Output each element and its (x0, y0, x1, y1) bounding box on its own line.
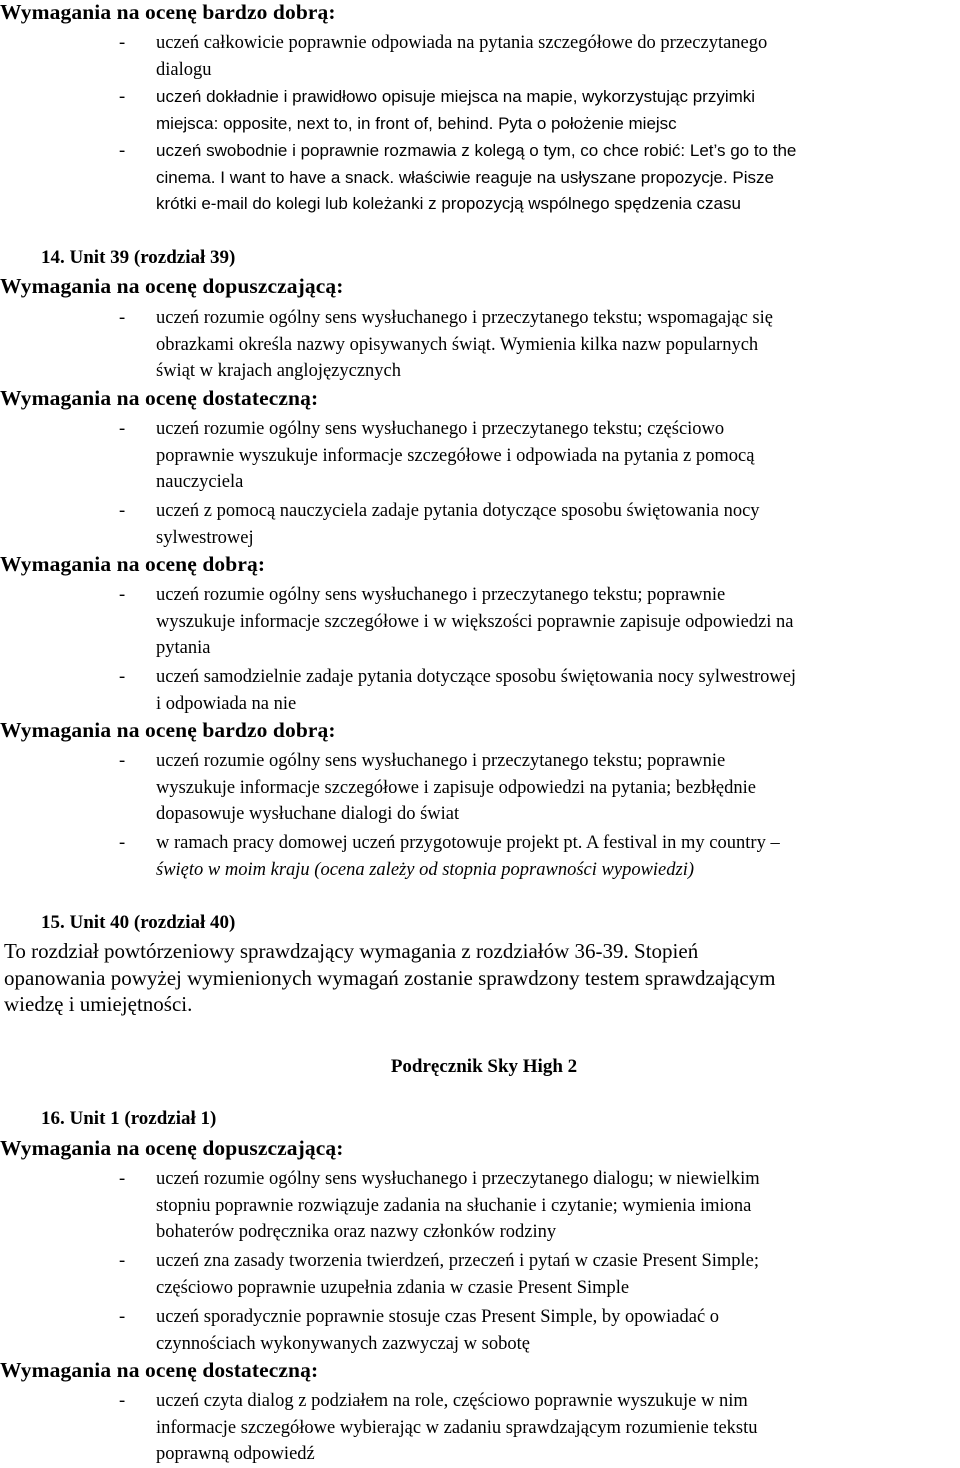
item-line: miejsca: opposite, next to, in front of, behind. Pyta o położenie miejsc (156, 113, 677, 133)
unit-title: 16. Unit 1 (rozdział 1) (41, 1108, 217, 1129)
item-line: święto w moim kraju (ocena zależy od stopnia poprawności wypowiedzi) (156, 859, 695, 880)
bullet-dash: - (119, 33, 126, 53)
paragraph (4, 938, 956, 1018)
item-line: stopniu poprawnie rozwiązuje zadania na słuchanie i czytanie; wymienia imiona (156, 1195, 752, 1216)
bullet-dash: - (119, 751, 126, 771)
item-line: uczeń z pomocą nauczyciela zadaje pytania dotyczące sposobu świętowania nocy (156, 501, 760, 521)
bullet-dash: - (119, 501, 126, 521)
item-line: pytania (156, 638, 211, 659)
grade-heading: Wymagania na ocenę bardzo dobrą: (0, 718, 336, 742)
item-line: uczeń samodzielnie zadaje pytania dotyczące sposobu świętowania nocy sylwestrowej (156, 667, 797, 687)
list-item (0, 582, 960, 662)
bullet-dash: - (119, 141, 126, 161)
paragraph-line: To rozdział powtórzeniowy sprawdzający wymagania z rozdziałów 36-39. Stopień (4, 939, 699, 963)
item-line: częściowo poprawnie uzupełnia zdania w czasie Present Simple (156, 1277, 630, 1298)
item-line: nauczyciela (156, 472, 244, 493)
grade-heading: Wymagania na ocenę dopuszczającą: (0, 274, 344, 298)
item-line: wyszukuje informacje szczegółowe i w większości poprawnie zapisuje odpowiedzi na (156, 611, 794, 632)
bullet-dash: - (119, 585, 126, 605)
item-line: dopasowuje wysłuchane dialogi do świat (156, 804, 460, 825)
list-item (0, 1304, 960, 1357)
paragraph-line: wiedzę i umiejętności. (4, 992, 193, 1016)
item-line: uczeń dokładnie i prawidłowo opisuje miejsca na mapie, wykorzystując przyimki (156, 87, 756, 106)
grade-heading: Wymagania na ocenę dostateczną: (0, 386, 319, 410)
book-title: Podręcznik Sky High 2 (390, 1056, 578, 1077)
item-line: bohaterów podręcznika oraz nazwy członków rodziny (156, 1222, 557, 1243)
bullet-dash: - (119, 833, 126, 853)
item-line: uczeń sporadycznie poprawnie stosuje czas Present Simple, by opowiadać o (156, 1307, 720, 1327)
bullet-dash: - (119, 1391, 126, 1411)
list-item (0, 416, 960, 496)
bullet-dash: - (119, 1169, 126, 1189)
grade-heading: Wymagania na ocenę dobrą: (0, 552, 266, 576)
item-line: świąt w krajach anglojęzycznych (156, 361, 402, 382)
item-line: uczeń rozumie ogólny sens wysłuchanego i przeczytanego dialogu; w niewielkim (156, 1169, 760, 1189)
item-line: uczeń zna zasady tworzenia twierdzeń, przeczeń i pytań w czasie Present Simple; (156, 1251, 760, 1271)
item-line: uczeń całkowicie poprawnie odpowiada na pytania szczegółowe do przeczytanego (156, 33, 768, 53)
item-line: uczeń rozumie ogólny sens wysłuchanego i przeczytanego tekstu; poprawnie (156, 751, 726, 771)
item-line: poprawnie wyszukuje informacje szczegółowe i odpowiada na pytania z pomocą (156, 445, 755, 466)
unit-title: 15. Unit 40 (rozdział 40) (41, 912, 236, 933)
item-line: w ramach pracy domowej uczeń przygotowuje projekt pt. A festival in my country – (156, 833, 780, 853)
item-line: cinema. I want to have a snack. właściwie reaguje na usłyszane propozycje. Pisze (156, 167, 774, 187)
list-item (0, 1248, 960, 1301)
item-line: uczeń swobodnie i poprawnie rozmawia z kolegą o tym, co chce robić: Let’s go to the (156, 141, 797, 160)
list-item (0, 664, 960, 717)
unit-title: 14. Unit 39 (rozdział 39) (41, 247, 236, 268)
grade-heading: Wymagania na ocenę dostateczną: (0, 1358, 319, 1382)
item-line: informacje szczegółowe wybierając w zadaniu sprawdzającym rozumienie tekstu (156, 1417, 758, 1438)
list-item (0, 138, 960, 218)
list-item (0, 1388, 960, 1468)
paragraph-line: opanowania powyżej wymienionych wymagań zostanie sprawdzony testem sprawdzającym (4, 965, 776, 990)
bullet-dash: - (119, 87, 126, 107)
item-line: dialogu (156, 59, 212, 80)
item-line: obrazkami określa nazwy opisywanych świąt. Wymienia kilka nazw popularnych (156, 334, 759, 355)
list-item (0, 748, 960, 828)
list-item (0, 30, 960, 83)
item-line: wyszukuje informacje szczegółowe i zapisuje odpowiedzi na pytania; bezbłędnie (156, 777, 756, 798)
bullet-dash: - (119, 308, 126, 328)
bullet-dash: - (119, 1251, 126, 1271)
list-item (0, 1166, 960, 1246)
bullet-dash: - (119, 667, 126, 687)
bullet-dash: - (119, 1307, 126, 1327)
item-line: i odpowiada na nie (156, 693, 297, 714)
item-line: poprawną odpowiedź (156, 1444, 315, 1465)
list-item (0, 305, 960, 385)
item-line: uczeń czyta dialog z podziałem na role, częściowo poprawnie wyszukuje w nim (156, 1391, 748, 1411)
list-item (0, 84, 960, 137)
bullet-dash: - (119, 419, 126, 439)
list-item (0, 498, 960, 551)
item-line: uczeń rozumie ogólny sens wysłuchanego i przeczytanego tekstu; wspomagając się (156, 308, 773, 328)
item-line: krótki e-mail do kolegi lub koleżanki z propozycją wspólnego spędzenia czasu (156, 194, 741, 214)
list-item (0, 830, 960, 883)
item-line: czynnościach wykonywanych zazwyczaj w sobotę (156, 1333, 530, 1354)
item-line: uczeń rozumie ogólny sens wysłuchanego i przeczytanego tekstu; częściowo (156, 419, 725, 439)
grade-heading: Wymagania na ocenę dopuszczającą: (0, 1136, 344, 1160)
item-line: uczeń rozumie ogólny sens wysłuchanego i przeczytanego tekstu; poprawnie (156, 585, 726, 605)
grade-heading: Wymagania na ocenę bardzo dobrą: (0, 0, 336, 24)
item-line: sylwestrowej (156, 527, 254, 548)
